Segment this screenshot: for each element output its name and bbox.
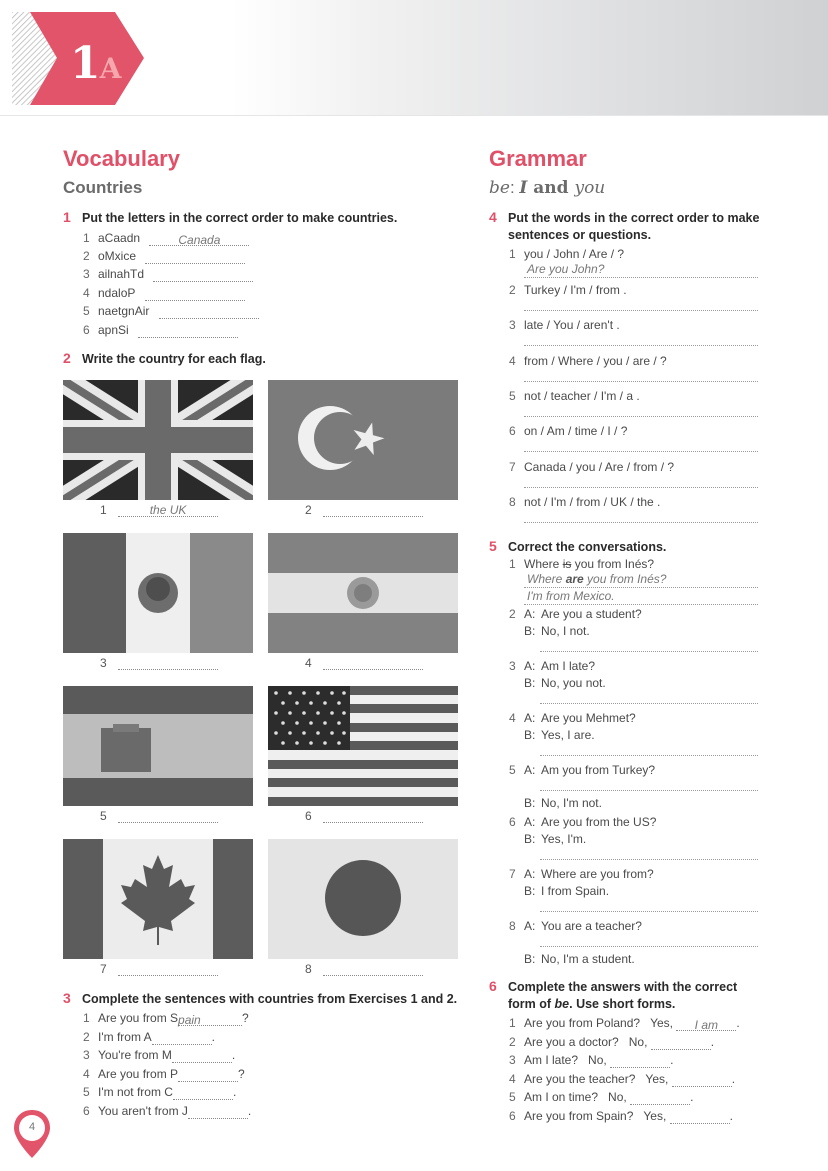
japan-flag-image <box>268 839 458 959</box>
ex5-item: 5 A: Am you from Turkey? <box>509 763 656 777</box>
ex5-item-b: B: No, you not. <box>524 676 606 690</box>
ex2-number: 2 <box>63 350 71 366</box>
ex5-item: 6 A: Are you from the US? <box>509 815 657 829</box>
ex4-item: 8 not / I'm / from / UK / the . <box>509 495 661 509</box>
turkey-flag-image <box>268 380 458 500</box>
ex1-number: 1 <box>63 209 71 225</box>
ex3-instruction: 3 Complete the sentences with countries from Exercises 1 and 2. <box>63 990 458 1006</box>
ex4-answer-field[interactable] <box>524 345 758 346</box>
vocabulary-subtitle: Countries <box>63 178 143 197</box>
ex1-answer-field[interactable] <box>159 305 259 319</box>
ex5-answer-field[interactable] <box>540 651 758 652</box>
ex4-number: 4 <box>489 209 497 225</box>
ex6-number: 6 <box>489 978 497 994</box>
flag-answer-row: 7 <box>100 962 218 976</box>
ex5-item: 7 A: Where are you from? <box>509 867 654 881</box>
ex6-answer-field[interactable] <box>610 1054 670 1068</box>
ex1-item: 3 ailnahTd <box>83 266 253 282</box>
flag-answer-field[interactable] <box>323 809 423 823</box>
ex5-item: 8 A: You are a teacher? <box>509 919 642 933</box>
ex6-answer-field[interactable] <box>672 1073 732 1087</box>
ex5-answer-field[interactable]: Where are you from Inés? <box>524 572 758 588</box>
ex3-item: 1 Are you from Spain ? <box>83 1011 249 1027</box>
ex4-answer-field[interactable] <box>524 310 758 311</box>
ex6-item: 2 Are you a doctor? No, . <box>509 1035 715 1049</box>
ex3-item: 2 I'm from A . <box>83 1030 215 1044</box>
flag-answer-row: 8 <box>305 962 423 976</box>
mexico-flag-image <box>63 533 253 653</box>
ex3-answer-field[interactable] <box>178 1068 238 1082</box>
ex4-answer-field[interactable] <box>524 416 758 417</box>
ex5-item-b: B: No, I'm not. <box>524 796 602 810</box>
ex5-answer-field[interactable] <box>540 790 758 791</box>
usa-flag-image <box>268 686 458 806</box>
unit-badge <box>12 12 147 105</box>
ex5-item-b: B: No, I'm a student. <box>524 952 635 966</box>
ex1-item: 4 ndaloP <box>83 285 245 301</box>
ex5-answer-field[interactable] <box>540 911 758 912</box>
ex1-answer-field[interactable] <box>145 250 245 264</box>
ex5-item-b: B: No, I not. <box>524 624 590 638</box>
ex6-item: 5 Am I on time? No, . <box>509 1090 694 1104</box>
ex5-item: 4 A: Are you Mehmet? <box>509 711 636 725</box>
flag-answer-row: 1 the UK <box>100 503 218 517</box>
ex5-answer-field[interactable] <box>540 946 758 947</box>
flag-answer-row: 5 <box>100 809 218 823</box>
ex3-answer-field[interactable] <box>172 1049 232 1063</box>
ex6-answer-field[interactable] <box>630 1091 690 1105</box>
ex1-answer-field[interactable] <box>153 268 253 282</box>
ex6-item: 3 Am I late? No, . <box>509 1053 674 1067</box>
uk-flag-image <box>63 380 253 500</box>
unit-letter: A <box>99 52 122 85</box>
ex4-answer-field[interactable] <box>524 522 758 523</box>
page-number: 4 <box>28 1121 36 1133</box>
ex4-item: 7 Canada / you / Are / from / ? <box>509 460 675 474</box>
flag-answer-field[interactable]: the UK <box>118 503 218 517</box>
ex4-answer-field[interactable]: Are you John? <box>524 262 758 278</box>
ex6-item: 4 Are you the teacher? Yes, . <box>509 1072 736 1086</box>
flag-answer-field[interactable] <box>118 809 218 823</box>
unit-number: 1 <box>70 38 100 89</box>
ex4-item: 6 on / Am / time / I / ? <box>509 424 628 438</box>
ex3-item: 3 You're from M . <box>83 1048 236 1062</box>
ex3-answer-field[interactable] <box>173 1086 233 1100</box>
flag-answer-field[interactable] <box>323 656 423 670</box>
flag-answer-row: 3 <box>100 656 218 670</box>
ex6-answer-field[interactable] <box>651 1036 711 1050</box>
ex5-answer-field[interactable] <box>540 703 758 704</box>
ex4-item: 5 not / teacher / I'm / a . <box>509 389 640 403</box>
ex3-item: 5 I'm not from C . <box>83 1085 237 1099</box>
canada-flag-image <box>63 839 253 959</box>
ex1-answer-field[interactable] <box>145 287 245 301</box>
ex3-item: 4 Are you from P ? <box>83 1067 245 1081</box>
ex2-instruction: 2 Write the country for each flag. <box>63 350 266 366</box>
ex5-item: 2 A: Are you a student? <box>509 607 642 621</box>
flag-answer-row: 2 <box>305 503 423 517</box>
ex3-answer-field[interactable]: pain <box>178 1012 242 1026</box>
ex3-answer-field[interactable] <box>188 1105 248 1119</box>
ex1-item: 1 aCaadn Canada <box>83 230 249 246</box>
map-pin-icon <box>12 1108 52 1160</box>
ex1-item: 2 oMxice <box>83 248 245 264</box>
ex5-item-b: B: I from Spain. <box>524 884 610 898</box>
ex1-answer-field[interactable] <box>138 324 238 338</box>
ex6-answer-field[interactable] <box>670 1110 730 1124</box>
ex6-item: 6 Are you from Spain? Yes, . <box>509 1109 734 1123</box>
ex1-item: 5 naetgnAir <box>83 303 259 319</box>
flag-answer-row: 4 <box>305 656 423 670</box>
ex6-answer-field[interactable]: I am <box>676 1017 736 1031</box>
grammar-title: Grammar <box>489 146 587 171</box>
flag-answer-field[interactable] <box>118 962 218 976</box>
flag-answer-row: 6 <box>305 809 423 823</box>
ex3-item: 6 You aren't from J . <box>83 1104 252 1118</box>
ex3-answer-field[interactable] <box>152 1031 212 1045</box>
ex5-answer-field[interactable] <box>540 755 758 756</box>
spain-flag-image <box>63 686 253 806</box>
ex4-answer-field[interactable] <box>524 381 758 382</box>
ex1-answer-field[interactable]: Canada <box>149 232 249 246</box>
ex4-answer-field[interactable] <box>524 487 758 488</box>
ex5-item: 3 A: Am I late? <box>509 659 596 673</box>
ex5-answer-field[interactable] <box>540 859 758 860</box>
ex1-item: 6 apnSi <box>83 322 238 338</box>
ex5-answer-field[interactable]: I'm from Mexico. <box>524 589 758 605</box>
ex1-instruction: 1 Put the letters in the correct order to make countries. <box>63 209 398 225</box>
flag-answer-field[interactable] <box>323 962 423 976</box>
ex4-item: 2 Turkey / I'm / from . <box>509 283 627 297</box>
ex4-item: 3 late / You / aren't . <box>509 318 620 332</box>
ex3-number: 3 <box>63 990 71 1006</box>
ex5-number: 5 <box>489 538 497 554</box>
ex4-instruction: 4 Put the words in the correct order to make sentences or questions. <box>489 209 760 242</box>
grammar-subtitle: be: I and you <box>489 178 606 198</box>
ex5-instruction: 5 Correct the conversations. <box>489 538 667 554</box>
ex5-item-b: B: Yes, I'm. <box>524 832 587 846</box>
ex6-item: 1 Are you from Poland? Yes, I am . <box>509 1016 740 1032</box>
ex4-item: 1 you / John / Are / ? <box>509 247 625 261</box>
ex5-item-b: B: Yes, I are. <box>524 728 595 742</box>
ex4-item: 4 from / Where / you / are / ? <box>509 354 667 368</box>
flag-answer-field[interactable] <box>118 656 218 670</box>
flag-answer-field[interactable] <box>323 503 423 517</box>
argentina-flag-image <box>268 533 458 653</box>
ex6-instruction: 6 Complete the answers with the correct form of be. Use short forms. <box>489 978 738 1011</box>
vocabulary-title: Vocabulary <box>63 146 180 171</box>
ex4-answer-field[interactable] <box>524 451 758 452</box>
ex5-example: 1 Where is you from Inés? <box>509 557 655 571</box>
